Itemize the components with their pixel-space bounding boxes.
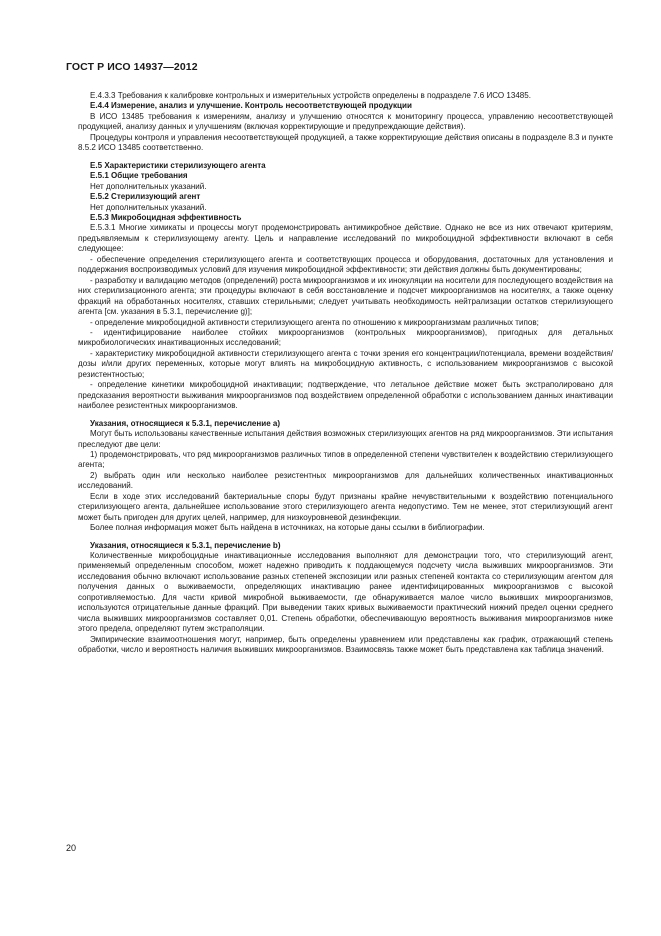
list-item: 2) выбрать один или несколько наиболее резистентных микроорганизмов для дальнейших количественных инактивационных исследований. <box>78 470 613 491</box>
heading-e53: Е.5.3 Микробоцидная эффективность <box>90 212 242 222</box>
list-item: - характеристику микробоцидной активности стерилизующего агента с точки зрения его концентрации/потенциала, времени воздействия/дозы и/или других переменных, которые могут влиять на микробоцидную активность, с использованием микроорганизмов с высокой резистентностью; <box>78 348 613 379</box>
paragraph-e531: Е.5.3.1 Многие химикаты и процессы могут продемонстрировать антимикробное действие. Однако не все из них отвечают критериям, предъявляемым к стерилизующему агенту. Цель и направление исследований по микробоцидной эффективности включают в себя следующее: <box>78 223 613 254</box>
paragraph-e51: Нет дополнительных указаний. <box>90 181 207 191</box>
document-header: ГОСТ Р ИСО 14937—2012 <box>66 61 198 73</box>
paragraph-e44-2: Процедуры контроля и управления несоответствующей продукцией, а также корректирующие действия описаны в подразделе 8.3 и пункте 8.5.2 ИСО 13485 соответственно. <box>78 132 614 153</box>
heading-guidance-a: Указания, относящиеся к 5.3.1, перечисление а) <box>90 418 281 428</box>
heading-guidance-b: Указания, относящиеся к 5.3.1, перечисление b) <box>90 540 281 550</box>
paragraph-guidance-a-3: Более полная информация может быть найдена в источниках, на которые даны ссылки в библиографии. <box>90 523 485 533</box>
list-item: 1) продемонстрировать, что ряд микроорганизмов различных типов в определенной степени чувствителен к воздействию стерилизующего агента; <box>78 449 613 470</box>
paragraph-guidance-a-1: Могут быть использованы качественные испытания действия возможных стерилизующих агентов на ряд микроорганизмов. Эти испытания преследуют две цели: <box>78 429 613 449</box>
list-item: - определение микробоцидной активности стерилизующего агента по отношению к микроорганизмам различных типов; <box>90 317 539 327</box>
paragraph-guidance-a-2: Если в ходе этих исследований бактериальные споры будут признаны крайне нечувствительными к воздействию потенциального стерилизующего агента, дальнейшее использование этого стерилизующего агента недопустимо. Тем не менее, этот стерилизующий агент может быть пригоден для других целей, например, для низкоуровневой дезинфекции. <box>78 491 613 522</box>
list-item: - разработку и валидацию методов (определений) роста микроорганизмов и их инокуляции на носители для последующего воздействия на них стерилизационного агента; эти процедуры включают в себя восстановление и подсчет микроорганизмов на носителях, а также оценку фракций на обработанных носителях, ставших стерильными; следует учитывать необходимость нейтрализации остатков стерилизующего агента [см. указания в 5.3.1, перечисление g)]; <box>78 275 614 317</box>
heading-e5: Е.5 Характеристики стерилизующего агента <box>90 160 266 170</box>
paragraph-guidance-b-1: Количественные микробоцидные инактивационные исследования выполняют для демонстрации того, что стерилизующий агент, применяемый определенным способом, может надежно приводить к поддающемуся подсчету числа выживших микроорганизмов. Эти исследования обычно включают использование разных степеней экспозиции или разных степеней контакта со стерилизующим агентом для получения данных о выживаемости, определяющих инактивацию ранее идентифицированных микроорганизмов с высокой сопротивляемостью. Для части кривой микробной выживаемости, где обнаруживается малое число выживших микроорганизмов, используются отрицательные данные фракций. При выведении таких кривых выживаемости практический нижний предел оценки среднего числа выживших микроорганизмов составляет 0,01. Степень обработки, обеспечивающую вероятность выживания микроорганизмов ниже этого предела, определяют путем экстраполяции. <box>78 551 613 634</box>
paragraph-e433: Е.4.3.3 Требования к калибровке контрольных и измерительных устройств определены в подразделе 7.6 ИСО 13485. <box>90 91 531 100</box>
list-item: - идентифицирование наиболее стойких микроорганизмов (контрольных микроорганизмов), пригодных для детальных микробиологических инактивационных исследований; <box>78 327 613 348</box>
heading-e52: Е.5.2 Стерилизующий агент <box>90 192 201 202</box>
list-item: - определение кинетики микробоцидной инактивации; подтверждение, что летальное действие может быть экстраполировано для предсказания вероятности выживания микроорганизмов под воздействием определенной обработки с использованием данных инактивации наиболее резистентных микроорганизмов. <box>78 380 613 411</box>
document-body <box>78 91 613 656</box>
paragraph-guidance-b-2: Эмпирические взаимоотношения могут, например, быть определены уравнением или представлены как график, отражающий степень обработки, число и вероятность наличия выживших микроорганизмов. Взаимосвязь также может быть представлена как таблица значений. <box>78 634 613 655</box>
paragraph-e44-1: В ИСО 13485 требования к измерениям, анализу и улучшению относятся к мониторингу процесса, управлению несоответствующей продукцией, анализу данных и улучшениям (включая корректирующие и предупреждающие действия). <box>78 111 613 132</box>
paragraph-e52: Нет дополнительных указаний. <box>90 202 207 212</box>
heading-e51: Е.5.1 Общие требования <box>90 171 188 181</box>
page-number: 20 <box>66 843 77 853</box>
heading-e44: Е.4.4 Измерение, анализ и улучшение. Контроль несоответствующей продукции <box>90 101 412 111</box>
list-item: - обеспечение определения стерилизующего агента и соответствующих процесса и оборудования, достаточных для установления и поддержания воспроизводимых условий для изучения микробоцидной эффективности; эти действия должны быть документированы; <box>78 254 613 275</box>
